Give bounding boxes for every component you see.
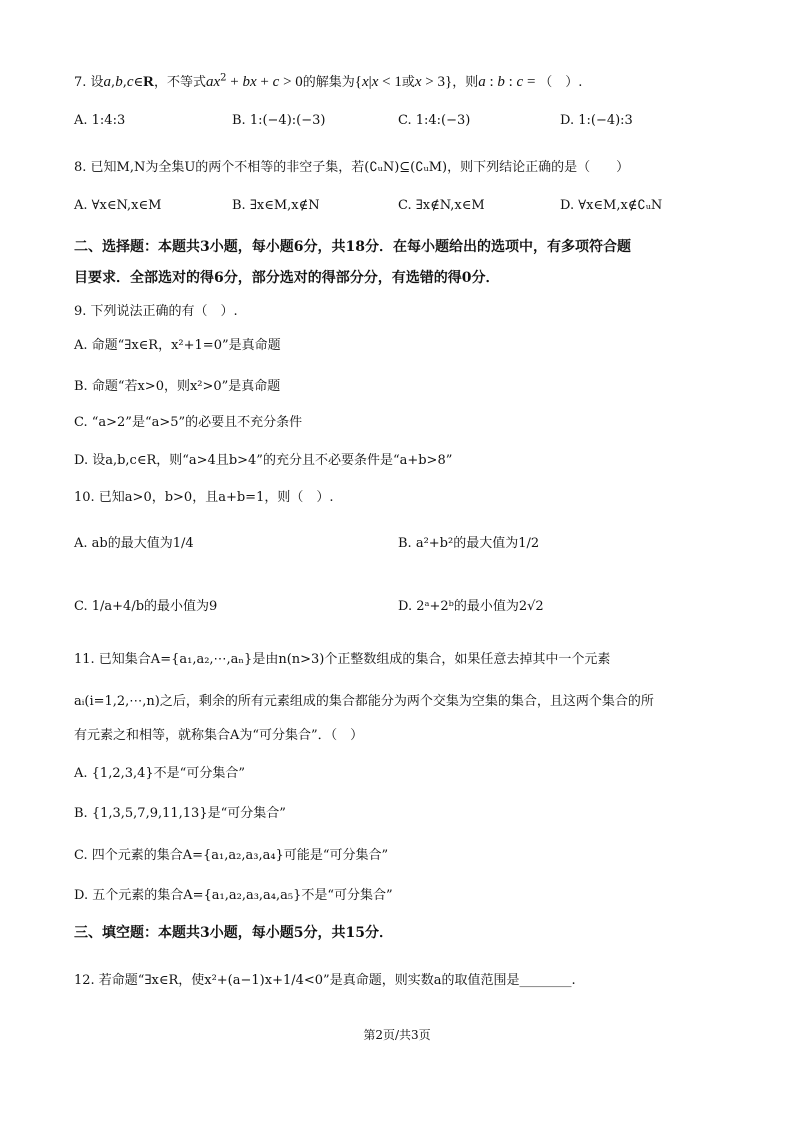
q7-stem: 7. 设a,b,c∈R，不等式$ax^2$ + bx + c > 0的解集为{x|x < 1或x > 3}，则a : b : c = （ ）. [74, 72, 583, 90]
q8-option-a: A. ∀x∈N,x∈M [74, 198, 162, 213]
q11-stem-line2: aᵢ(i=1,2,⋯,n)之后，剩余的所有元素组成的集合都能分为两个交集为空集的集合，且这两个集合的所 [74, 694, 654, 709]
q10-option-d: D. 2ᵃ+2ᵇ的最小值为2√2 [398, 599, 544, 614]
q8-option-c: C. ∃x∉N,x∈M [398, 198, 485, 213]
q7-option-b: B. 1:(−4):(−3) [232, 113, 326, 128]
q11-option-d: D. 五个元素的集合A={a₁,a₂,a₃,a₄,a₅}不是“可分集合” [74, 888, 393, 903]
q7-option-d: D. 1:(−4):3 [560, 113, 633, 128]
section2-heading-line2: 目要求．全部选对的得6分，部分选对的得部分分，有选错的得0分． [74, 270, 500, 286]
section3-heading: 三、填空题：本题共3小题，每小题5分，共15分． [74, 925, 393, 941]
q10-option-c: C. 1/a+4/b的最小值为9 [74, 599, 218, 614]
q10-option-b: B. a²+b²的最大值为1/2 [398, 536, 540, 551]
q11-stem-line3: 有元素之和相等，就称集合A为“可分集合”．（ ） [74, 728, 364, 743]
page-footer: 第2页/共3页 [363, 1028, 431, 1042]
q9-option-c: C. “a>2”是“a>5”的必要且不充分条件 [74, 415, 303, 430]
q11-option-a: A. {1,2,3,4}不是“可分集合” [74, 766, 245, 781]
q9-option-a: A. 命题“∃x∈R，x²+1=0”是真命题 [74, 338, 281, 353]
q8-option-d: D. ∀x∈M,x∉∁ᵤN [560, 198, 663, 213]
q11-option-b: B. {1,3,5,7,9,11,13}是“可分集合” [74, 806, 286, 821]
q7-option-a: A. 1:4:3 [74, 113, 126, 128]
q12-stem: 12. 若命题“∃x∈R，使x²+(a−1)x+1/4<0”是真命题，则实数a的取值范围是________. [74, 973, 576, 988]
q11-option-c: C. 四个元素的集合A={a₁,a₂,a₃,a₄}可能是“可分集合” [74, 848, 389, 863]
section2-heading-line1: 二、选择题：本题共3小题，每小题6分，共18分．在每小题给出的选项中，有多项符合题 [74, 239, 631, 255]
q8-option-b: B. ∃x∈M,x∉N [232, 198, 320, 213]
q7-option-c: C. 1:4:(−3) [398, 113, 471, 128]
q9-stem: 9. 下列说法正确的有（ ）. [74, 304, 238, 319]
q9-option-b: B. 命题“若x>0，则x²>0”是真命题 [74, 379, 281, 394]
q10-option-a: A. ab的最大值为1/4 [74, 536, 194, 551]
q11-stem-line1: 11. 已知集合A={a₁,a₂,⋯,aₙ}是由n(n>3)个正整数组成的集合，如果任意去掉其中一个元素 [74, 652, 611, 667]
q9-option-d: D. 设a,b,c∈R，则“a>4且b>4”的充分且不必要条件是“a+b>8” [74, 453, 453, 468]
q10-stem: 10. 已知a>0，b>0，且a+b=1，则（ ）. [74, 490, 334, 505]
q8-stem: 8. 已知M,N为全集U的两个不相等的非空子集，若(∁ᵤN)⊆(∁ᵤM)，则下列结论正确的是（ ） [74, 160, 630, 175]
